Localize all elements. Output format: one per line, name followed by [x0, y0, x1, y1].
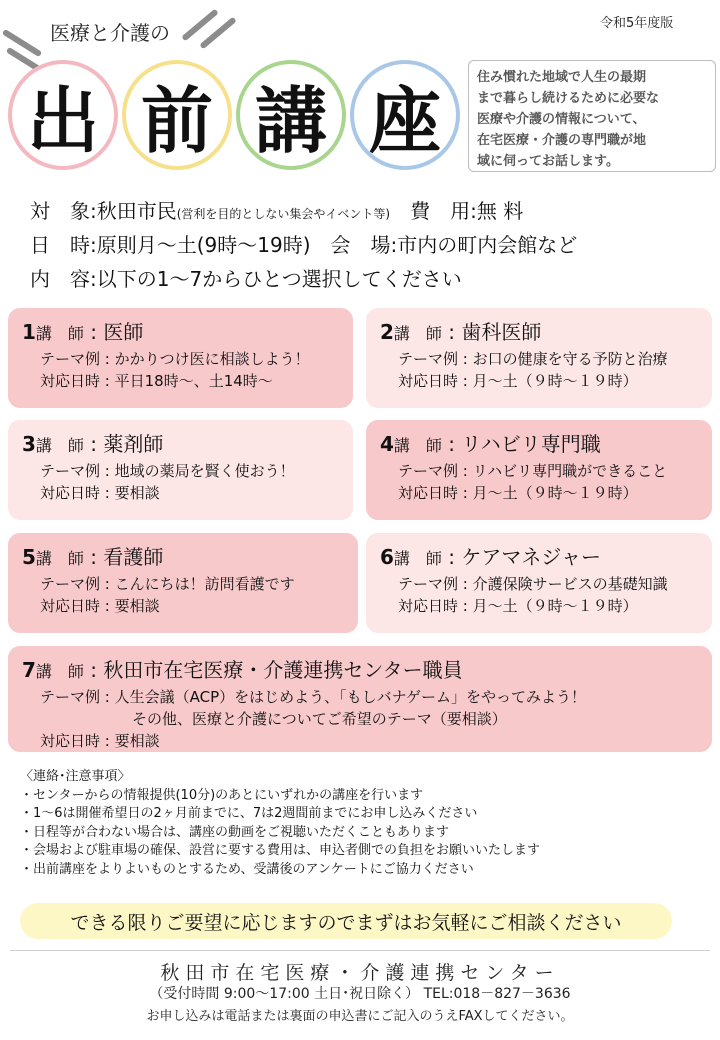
- time-value: 要相談: [114, 732, 160, 750]
- notes-heading: 〈連絡･注意事項〉: [20, 769, 131, 784]
- center-name: 秋田市在宅医療・介護連携センター: [160, 962, 560, 984]
- time-label: 対応日時: [40, 372, 101, 390]
- colon: :: [470, 199, 477, 223]
- lecturer-value: 秋田市在宅医療・介護連携センター職員: [103, 658, 463, 682]
- intro-line: 医療や介護の情報について、: [477, 112, 646, 127]
- lecture-number: 2: [380, 320, 394, 344]
- content-label: 内 容: [30, 267, 90, 291]
- time-value: 月～土（９時～１９時）: [472, 484, 638, 502]
- lecturer-label: 講 師: [393, 324, 442, 343]
- note-item: ・出前講座をよりよいものとするため、受講後のアンケートにご協力ください: [20, 861, 474, 877]
- theme-value: 介護保険サービスの基礎知識: [472, 575, 668, 593]
- lecturer-label: 講 師: [35, 662, 84, 681]
- footer-divider: [10, 950, 710, 951]
- theme-label: テーマ例: [398, 350, 459, 368]
- title-char-3: 講: [236, 60, 346, 170]
- time-value: 月～土（９時～１９時）: [472, 597, 638, 615]
- subtitle: 医療と介護の: [50, 21, 170, 45]
- lecturer-label: 講 師: [35, 324, 84, 343]
- lecturer-label: 講 師: [393, 549, 442, 568]
- lecture-number: 1: [22, 320, 36, 344]
- lecturer-value: ケアマネジャー: [461, 545, 601, 569]
- note-item: ・日程等が合わない場合は、講座の動画をご視聴いただくこともあります: [20, 824, 450, 840]
- lecturer-value: 医師: [103, 320, 144, 344]
- theme-value: かかりつけ医に相談しよう！: [114, 350, 310, 368]
- time-value: 月～土（９時～１９時）: [472, 372, 638, 390]
- theme-value: 人生会議（ACP）をはじめよう、「もしバナゲーム」をやってみよう！: [114, 688, 587, 706]
- time-label: 対応日時: [398, 597, 459, 615]
- contact-line: [0, 983, 720, 1003]
- lecturer-value: 歯科医師: [461, 320, 542, 344]
- lecture-card-4: 4講 師 : リハビリ専門職 テーマ例 : リハビリ専門職ができること 対応日時 : 月～土（９時～１９時）: [366, 420, 712, 520]
- cost-value: 無 料: [476, 199, 524, 223]
- theme-label: テーマ例: [40, 575, 101, 593]
- lecture-card-3: 3講 師 : 薬剤師 テーマ例 : 地域の薬局を賢く使おう！ 対応日時 : 要相談: [8, 420, 353, 520]
- time-value: 要相談: [114, 484, 160, 502]
- lecture-card-7: 7講 師 : 秋田市在宅医療・介護連携センター職員 テーマ例 : 人生会議（ACP）をはじめよう、「もしバナゲーム」をやってみよう！ その他、医療と介護についてご希望のテーマ（要相談） 対応日時 : 要相談: [8, 646, 712, 752]
- theme-label: テーマ例: [398, 575, 459, 593]
- time-label: 対応日時: [40, 597, 101, 615]
- theme-label: テーマ例: [40, 462, 101, 480]
- lecturer-label: 講 師: [393, 436, 442, 455]
- time-value: 要相談: [114, 597, 160, 615]
- datetime-label: 日 時: [30, 233, 90, 257]
- target-note: (営利を目的としない集会やイベント等): [176, 207, 391, 221]
- venue-value: 市内の町内会館など: [397, 233, 578, 257]
- lecture-number: 7: [22, 658, 36, 682]
- info-content-row: [30, 263, 462, 292]
- time-value: 平日18時～、土14時～: [114, 372, 273, 390]
- lecturer-value: 薬剤師: [103, 432, 164, 456]
- lecture-card-1: 1講 師 : 医師 テーマ例 : かかりつけ医に相談しよう！ 対応日時 : 平日18時～、土14時～: [8, 308, 353, 408]
- info-datetime-row: [30, 229, 577, 258]
- lecturer-value: 看護師: [103, 545, 164, 569]
- lecture-number: 3: [22, 432, 36, 456]
- venue-label: 会 場: [330, 233, 391, 257]
- time-label: 対応日時: [398, 484, 459, 502]
- phone-number: TEL:018－827－3636: [423, 986, 571, 1002]
- time-label: 対応日時: [40, 484, 101, 502]
- theme-label: テーマ例: [40, 350, 101, 368]
- time-label: 対応日時: [398, 372, 459, 390]
- reception-hours: （受付時間 9:00～17:00 土日･祝日除く）: [149, 986, 420, 1002]
- intro-line: 域に伺ってお話します。: [477, 154, 619, 169]
- intro-line: 住み慣れた地域で人生の最期: [477, 70, 647, 85]
- target-value: 秋田市民: [96, 199, 177, 223]
- call-to-action-banner: できる限りご要望に応じますのでまずはお気軽にご相談ください: [20, 903, 672, 939]
- lecture-number: 4: [380, 432, 394, 456]
- info-target-row: [30, 195, 523, 224]
- theme-extra: その他、医療と介護についてご希望のテーマ（要相談）: [132, 710, 507, 728]
- note-item: ・センターからの情報提供(10分)のあとにいずれかの講座を行います: [20, 787, 424, 803]
- intro-line: 在宅医療・介護の専門職が地: [477, 133, 647, 148]
- note-item: ・1～6は開催希望日の2ヶ月前までに、7は2週間前までにお申し込みください: [20, 806, 478, 821]
- lecturer-value: リハビリ専門職: [461, 432, 601, 456]
- lecture-number: 5: [22, 545, 36, 569]
- intro-line: まで暮らし続けるために必要な: [477, 91, 660, 106]
- theme-value: リハビリ専門職ができること: [472, 462, 668, 480]
- content-value: 以下の1～7からひとつ選択してください: [96, 267, 462, 291]
- apply-instructions: お申し込みは電話または裏面の申込書にご記入のうえFAXしてください。: [146, 1009, 574, 1024]
- time-label: 対応日時: [40, 732, 101, 750]
- theme-value: お口の健康を守る予防と治療: [472, 350, 668, 368]
- intro-box: [468, 60, 716, 172]
- lecturer-label: 講 師: [35, 549, 84, 568]
- cost-label: 費 用: [410, 199, 471, 223]
- colon: :: [90, 233, 97, 257]
- colon: :: [90, 267, 97, 291]
- lecturer-label: 講 師: [35, 436, 84, 455]
- theme-value: 地域の薬局を賢く使おう！: [114, 462, 295, 480]
- colon: :: [90, 199, 97, 223]
- target-label: 対 象: [30, 199, 90, 223]
- lecture-card-2: 2講 師 : 歯科医師 テーマ例 : お口の健康を守る予防と治療 対応日時 : 月～土（９時～１９時）: [366, 308, 712, 408]
- lecture-card-5: 5講 師 : 看護師 テーマ例 : こんにちは！訪問看護です 対応日時 : 要相談: [8, 533, 358, 633]
- datetime-value: 原則月～土(9時～19時): [96, 233, 311, 257]
- lecture-card-6: 6講 師 : ケアマネジャー テーマ例 : 介護保険サービスの基礎知識 対応日時 : 月～土（９時～１９時）: [366, 533, 712, 633]
- title-char-1: 出: [8, 60, 118, 170]
- note-item: ・会場および駐車場の確保、設営に要する費用は、申込者側での負担をお願いいたします: [20, 843, 541, 858]
- theme-value: こんにちは！訪問看護です: [114, 575, 295, 593]
- title-char-2: 前: [122, 60, 232, 170]
- edition-label: 令和5年度版: [600, 16, 674, 31]
- theme-label: テーマ例: [398, 462, 459, 480]
- notes-section: [20, 768, 540, 879]
- title-char-4: 座: [350, 60, 460, 170]
- colon: :: [390, 233, 398, 257]
- theme-label: テーマ例: [40, 688, 101, 706]
- lecture-number: 6: [380, 545, 394, 569]
